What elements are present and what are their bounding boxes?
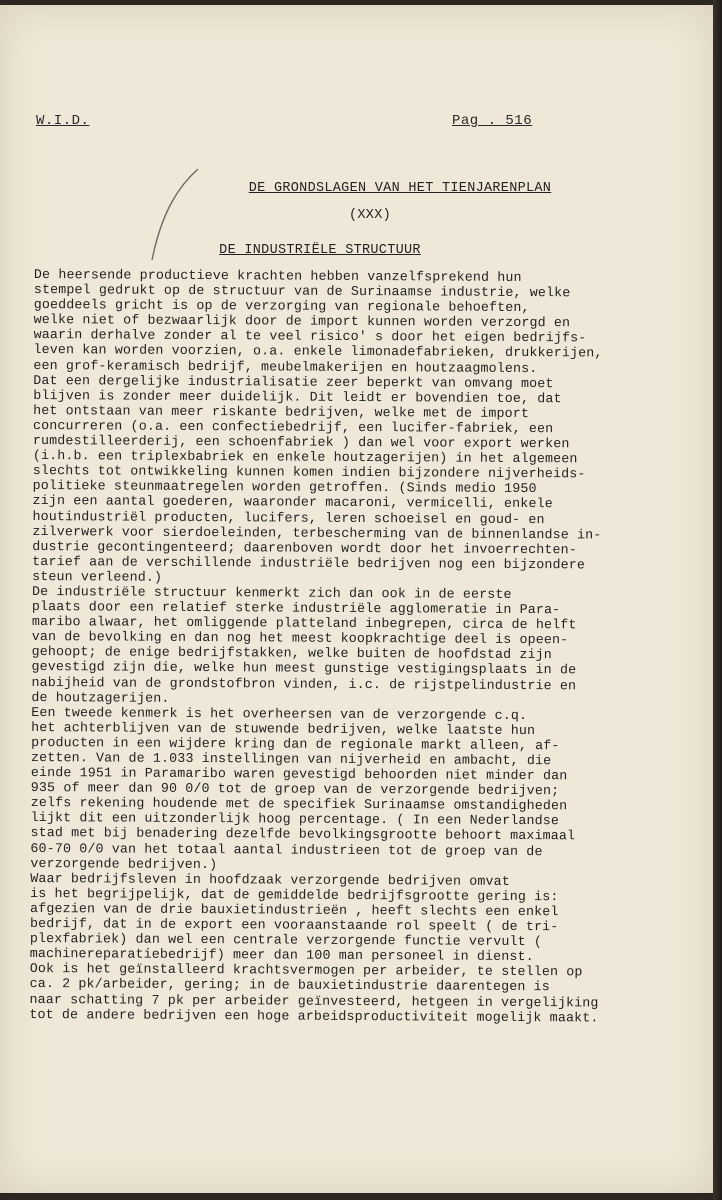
page-number: Pag . 516	[452, 113, 533, 129]
text-line: naar schatting 7 pk per arbeider geïnvesteerd, hetgeen in vergelijking	[29, 991, 599, 1010]
text-line: steun verleend.)	[32, 568, 163, 585]
text-line: producten in een wijdere kring dan de regionale markt alleen, af-	[31, 734, 560, 754]
text-line: houtindustriël producten, lucifers, leren schoeisel en goud- en	[32, 508, 545, 527]
text-line: zelfs rekening houdende met de specifiek Surinaamse omstandigheden	[30, 795, 568, 814]
text-line: gevestigd zijn die, welke hun meest gunstige vestigingsplaats in de	[31, 659, 577, 678]
text-line: De heersende productieve krachten hebben vanzelfsprekend hun	[33, 267, 522, 285]
text-line: een grof-keramisch bedrijf, meubelmakerijen en houtzaagmolens.	[33, 357, 538, 376]
text-line: lijkt dit een uitzonderlijk hoog percentage. ( In een Nederlandse	[30, 810, 560, 829]
text-line: gehoopt; de enige bedrijfstakken, welke buiten de hoofdstad zijn	[31, 644, 552, 663]
text-line: nabijheid van de grondstofbron vinden, i.c. de rijstpelindustrie en	[31, 674, 577, 693]
text-line: goeddeels gricht is op de verzorging van regionale behoeften,	[33, 297, 530, 316]
text-line: waarin derhalve zonder al te veel risico' s door het eigen bedrijfs-	[33, 327, 587, 346]
text-line: dustrie gecontingenteerd; daarenboven wordt door het invoerrechten-	[32, 538, 578, 558]
text-line: plaats door een relatief sterke industriële agglomeratie in Para-	[31, 599, 561, 618]
text-line: blijven is zonder meer duidelijk. Dit leidt er bovendien toe, dat	[33, 387, 562, 406]
text-line: zilverwerk voor sierdoeleinden, terbescherming van de binnenlandse in-	[32, 523, 602, 543]
text-line: het achterblijven van de stuwende bedrijven, welke laatste hun	[31, 719, 536, 738]
section-heading: DE INDUSTRIËLE STRUCTUUR	[219, 243, 421, 258]
text-line: rumdestilleerderij, een schoenfabriek ) dan wel voor export werken	[32, 433, 570, 452]
text-line: ca. 2 pk/arbeider, gering; in de bauxietindustrie daarentegen is	[29, 976, 550, 995]
text-line: maribo alwaar, het omliggende platteland inbegrepen, circa de helft	[31, 614, 577, 633]
text-line: welke niet of bezwaarlijk door de import kunnen worden verzorgd en	[33, 312, 571, 331]
text-line: 60-70 0/0 van het totaal aantal industrieen tot de groep van de	[30, 840, 543, 859]
document-title: DE GRONDSLAGEN VAN HET TIENJARENPLAN	[248, 181, 552, 196]
text-line: stad met bij benadering dezelfde bevolkingsgrootte behoort maximaal	[30, 825, 576, 844]
page-edge	[713, 0, 722, 1200]
text-line: tot de andere bedrijven een hoge arbeidsproductiviteit mogelijk maakt.	[29, 1006, 599, 1026]
text-line: (i.h.b. een triplexbabriek en enkele houtzagerijen) in het algemeen	[32, 448, 578, 467]
text-line: Ook is het geïnstalleerd krachtsvermogen per arbeider, te stellen op	[29, 961, 583, 980]
document-page	[0, 5, 713, 1193]
text-line: verzorgende bedrijven.)	[30, 855, 218, 872]
text-line: bedrijf, dat in de export een vooraanstaande rol speelt ( de tri-	[29, 916, 559, 935]
text-line: is het begrijpelijk, dat de gemiddelde bedrijfsgrootte gering is:	[30, 885, 559, 905]
text-line: Dat een dergelijke industrialisatie zeer beperkt van omvang moet	[33, 372, 554, 391]
text-line: leven kan worden voorzien, o.a. enkele limonadefabrieken, drukkerijen,	[33, 342, 603, 361]
text-line: De industriële structuur kenmerkt zich dan ook in de eerste	[31, 583, 512, 602]
text-line: afgezien van de drie bauxietindustrieën , heeft slechts een enkel	[30, 900, 559, 920]
text-line: stempel gedrukt op de structuur van de Surinaamse industrie, welke	[33, 282, 571, 301]
text-line: 935 of meer dan 90 0/0 tot de groep van de verzorgende bedrijven;	[30, 780, 560, 799]
text-line: politieke steunmaatregelen worden getroffen. (Sinds medio 1950	[32, 478, 537, 497]
text-line: van de bevolking en dan nog het meest koopkrachtige deel is opeen-	[31, 629, 569, 648]
text-line: Een tweede kenmerk is het overheersen van de verzorgende c.q.	[31, 704, 528, 723]
text-line: Waar bedrijfsleven in hoofdzaak verzorgende bedrijven omvat	[30, 870, 510, 889]
text-line: slechts tot ontwikkeling kunnen komen indien bijzondere nijverheids-	[32, 463, 586, 482]
text-line: concurreren (o.a. een confectiebedrijf, een lucifer-fabriek, een	[32, 417, 554, 437]
text-line: tarief aan de verschillende industriële bedrijven nog een bijzondere	[32, 553, 586, 573]
body-text	[29, 267, 684, 1026]
text-line: zetten. Van de 1.033 instellingen van nijverheid en ambacht, die	[30, 749, 552, 769]
text-line: zijn een aantal goederen, waaronder macaroni, vermicelli, enkele	[32, 493, 553, 512]
text-line: de houtzagerijen.	[31, 689, 170, 706]
text-line: plexfabriek) dan wel een centrale verzorgende functie vervult (	[29, 931, 543, 950]
text-line: einde 1951 in Paramaribo waren gevestigd behoorden niet minder dan	[30, 765, 568, 784]
text-line: machinereparatiebedrijf) meer dan 100 man personeel in dienst.	[29, 946, 534, 965]
series-number: (XXX)	[348, 208, 391, 223]
text-line: het ontstaan van meer riskante bedrijven, welke met de import	[33, 402, 530, 421]
header-reference: W.I.D.	[36, 113, 90, 129]
